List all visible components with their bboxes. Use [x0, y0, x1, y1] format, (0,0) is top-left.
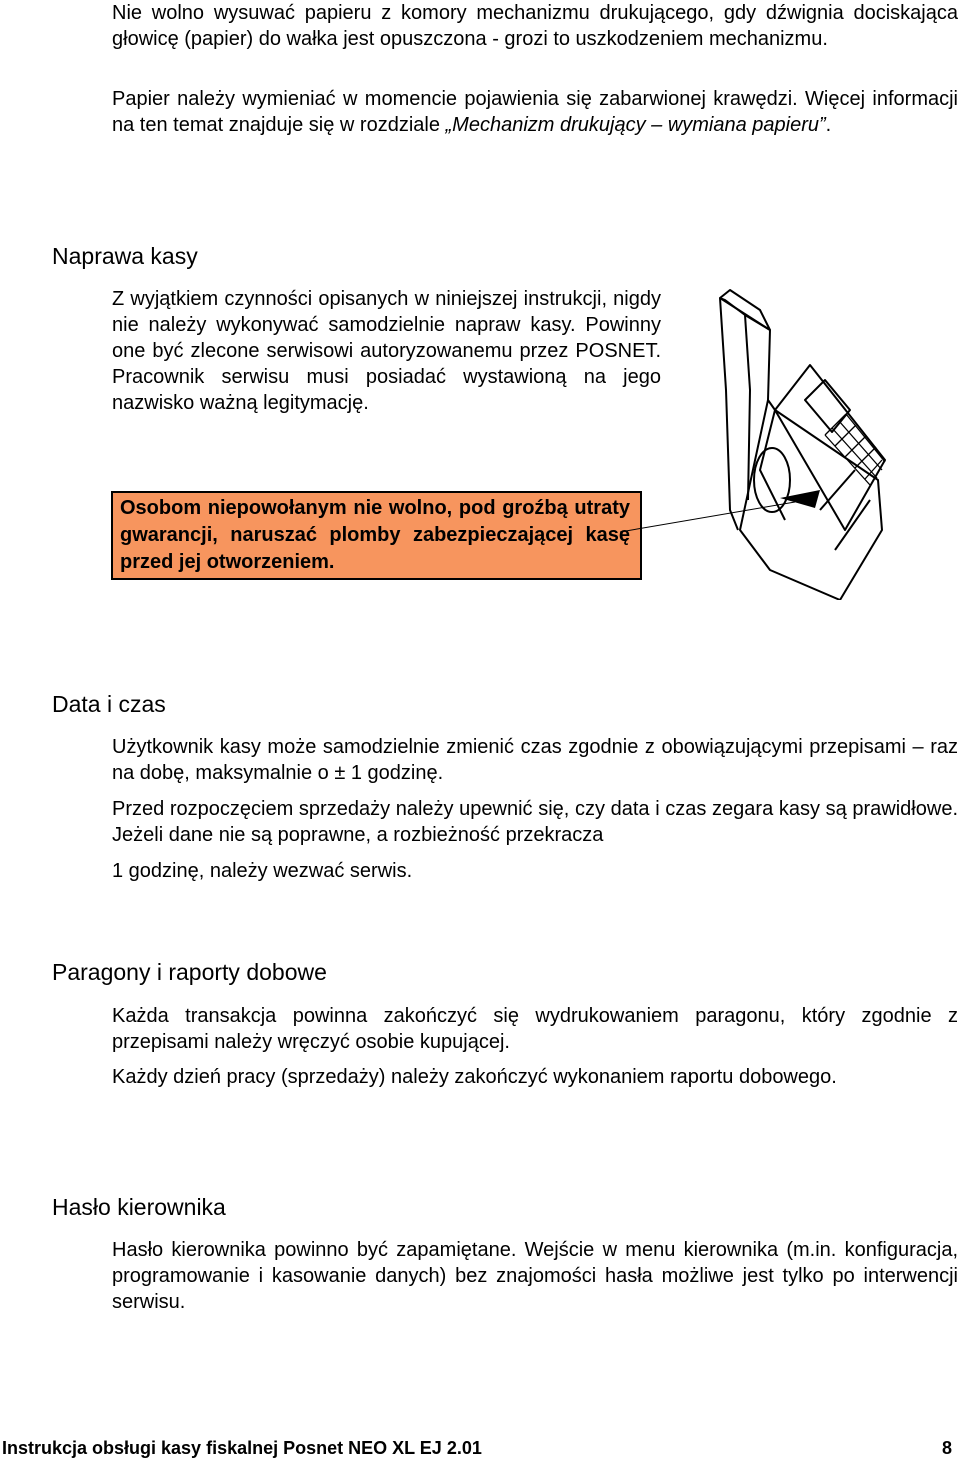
- section-heading-receipts: Paragony i raporty dobowe: [52, 959, 327, 985]
- password-paragraph: Hasło kierownika powinno być zapamiętane. Wejście w menu kierownika (m.in. konfiguracja, programowanie i kasowanie danych) bez znajomości hasła możliwe jest tylko po interwencji serwisu.: [112, 1239, 958, 1313]
- datetime-paragraph-2: Przed rozpoczęciem sprzedaży należy upewnić się, czy data i czas zegara kasy są prawidłowe. Jeżeli dane nie są poprawne, a rozbieżność przekracza: [112, 798, 958, 846]
- section-heading-repair: Naprawa kasy: [52, 243, 198, 269]
- cash-register-seal-icon: [620, 270, 960, 600]
- intro-paragraph-2: Papier należy wymieniać w momencie pojawienia się zabarwionej krawędzi. Więcej informacji na ten temat znajduje się w rozdziale „Mechanizm drukujący – wymiana papieru”.: [112, 88, 958, 136]
- datetime-paragraph-1: Użytkownik kasy może samodzielnie zmienić czas zgodnie z obowiązującymi przepisami – raz na dobę, maksymalnie o ± 1 godzinę.: [112, 736, 958, 784]
- receipts-paragraph-1: Każda transakcja powinna zakończyć się wydrukowaniem paragonu, który zgodnie z przepisami należy wręczyć osobie kupującej.: [112, 1005, 958, 1053]
- intro-paragraph-1: Nie wolno wysuwać papieru z komory mechanizmu drukującego, gdy dźwignia dociskająca głowicę (papier) do wałka jest opuszczona - grozi to uszkodzeniem mechanizmu.: [112, 2, 958, 50]
- page-number: 8: [941, 1438, 952, 1458]
- receipts-paragraph-2: Każdy dzień pracy (sprzedaży) należy zakończyć wykonaniem raportu dobowego.: [112, 1066, 837, 1088]
- datetime-paragraph-3: 1 godzinę, należy wezwać serwis.: [112, 860, 413, 882]
- repair-paragraph: Z wyjątkiem czynności opisanych w niniejszej instrukcji, nigdy nie należy wykonywać samodzielnie napraw kasy. Powinny one być zlecone serwisowi autoryzowanemu przez POSNET. Pracownik serwisu musi posiadać wystawioną na jego nazwisko ważną legitymację.: [112, 288, 661, 414]
- section-heading-password: Hasło kierownika: [52, 1194, 226, 1220]
- footer-title: Instrukcja obsługi kasy fiskalnej Posnet NEO XL EJ 2.01: [2, 1438, 482, 1458]
- section-heading-datetime: Data i czas: [52, 691, 166, 717]
- warning-box: Osobom niepowołanym nie wolno, pod groźbą utraty gwarancji, naruszać plomby zabezpieczającej kasę przed jej otworzeniem.: [111, 491, 642, 580]
- chapter-reference: „Mechanizm drukujący – wymiana papieru”: [445, 114, 826, 136]
- page-footer: [2, 1438, 952, 1459]
